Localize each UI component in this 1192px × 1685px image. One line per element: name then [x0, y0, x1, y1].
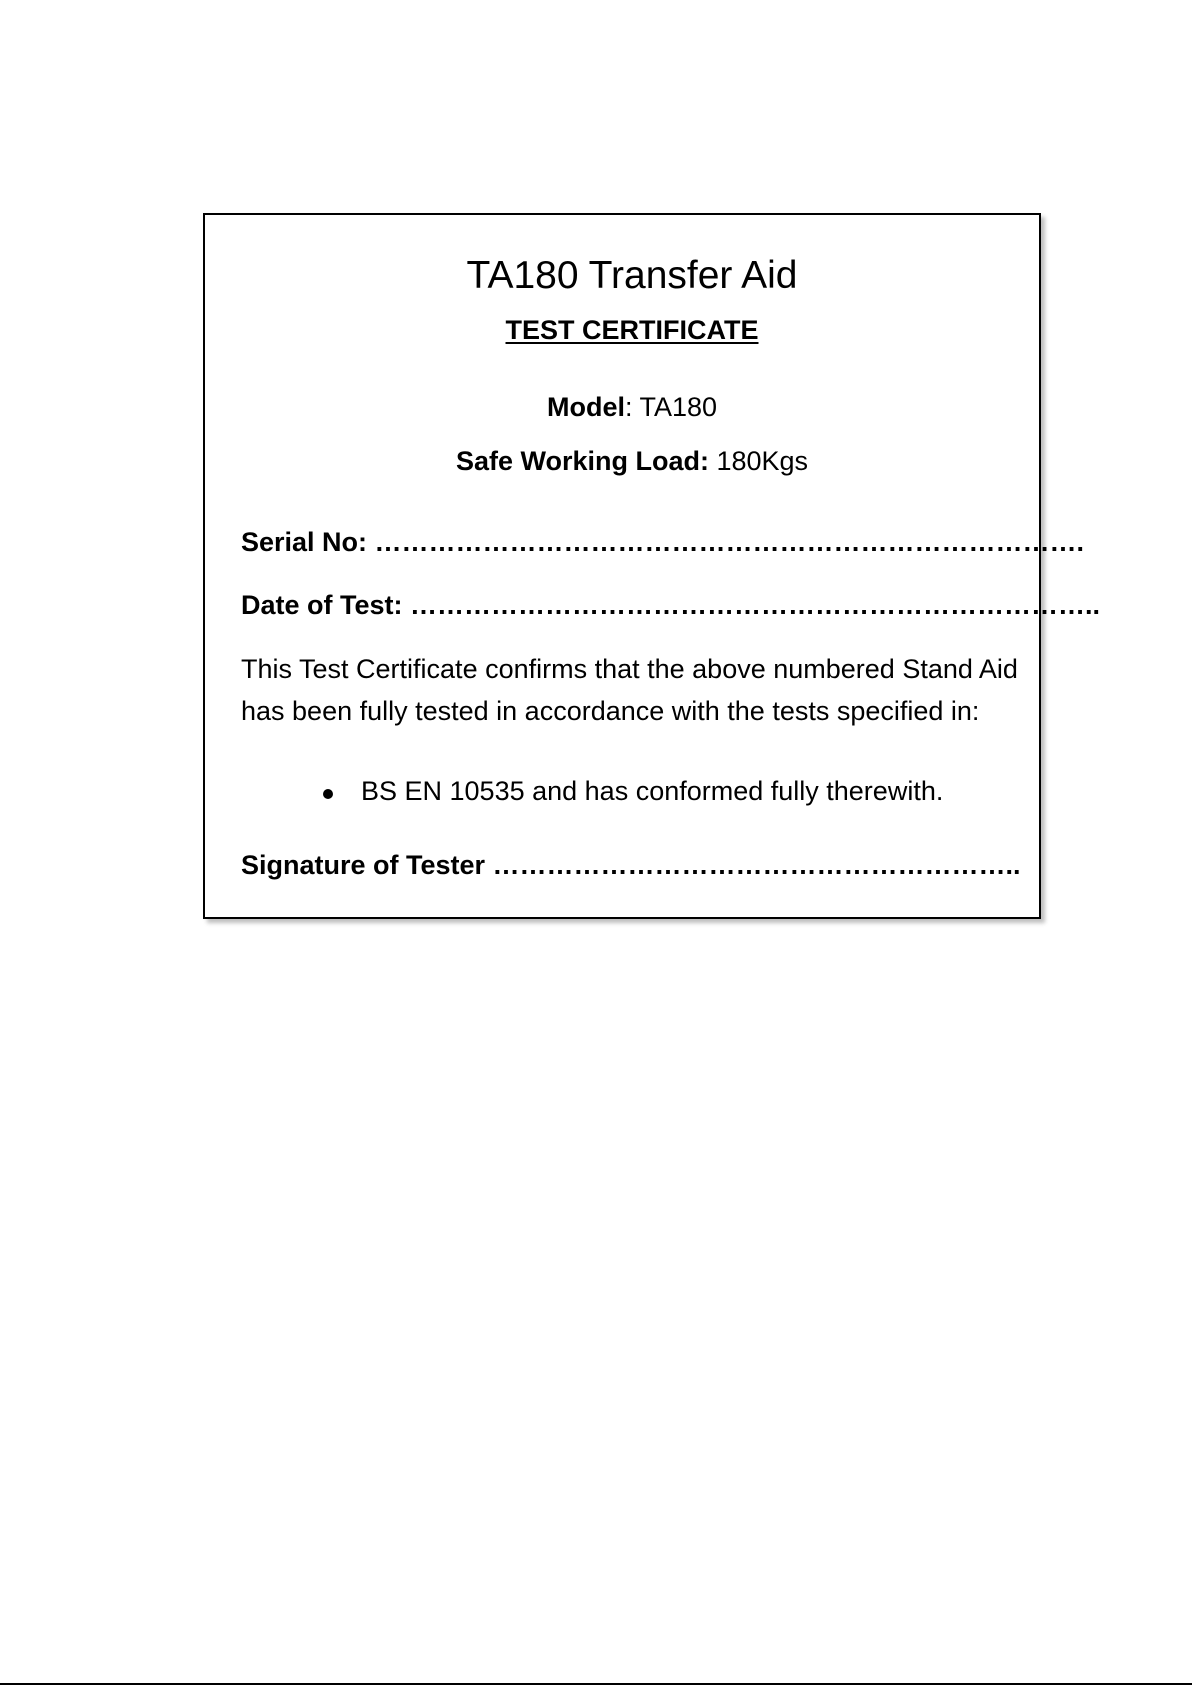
- subtitle-text: TEST CERTIFICATE: [505, 315, 759, 345]
- date-of-test-field: [241, 590, 1100, 621]
- standard-text: BS EN 10535 and has conformed fully therewith.: [361, 776, 944, 806]
- swl-value: 180Kgs: [708, 446, 809, 476]
- model-label: Model: [546, 392, 625, 422]
- serial-number-field: [241, 527, 1084, 558]
- bullet-icon: [323, 789, 333, 799]
- certificate-title: TA180 Transfer Aid: [466, 254, 798, 297]
- date-label: Date of Test:: [241, 590, 403, 620]
- model-value: : TA180: [624, 392, 718, 422]
- swl-label: Safe Working Load:: [455, 446, 709, 476]
- certificate-subtitle: [205, 315, 1039, 346]
- serial-dots: …………………………………………………………………….: [367, 527, 1085, 557]
- signature-label: Signature of Tester: [241, 850, 486, 880]
- signature-dots: …………………………………………………..: [485, 850, 1021, 880]
- date-dots: …………………………………………………………………..: [402, 590, 1101, 620]
- model-line: [205, 392, 1039, 423]
- test-certificate-box: [203, 213, 1101, 919]
- safe-working-load-line: [205, 446, 1039, 477]
- certificate-body-text: This Test Certificate confirms that the above numbered Stand Aid has been fully tested in accordance with the tests specified in:: [241, 654, 1018, 726]
- signature-field: [241, 850, 1021, 881]
- serial-label: Serial No:: [241, 527, 368, 557]
